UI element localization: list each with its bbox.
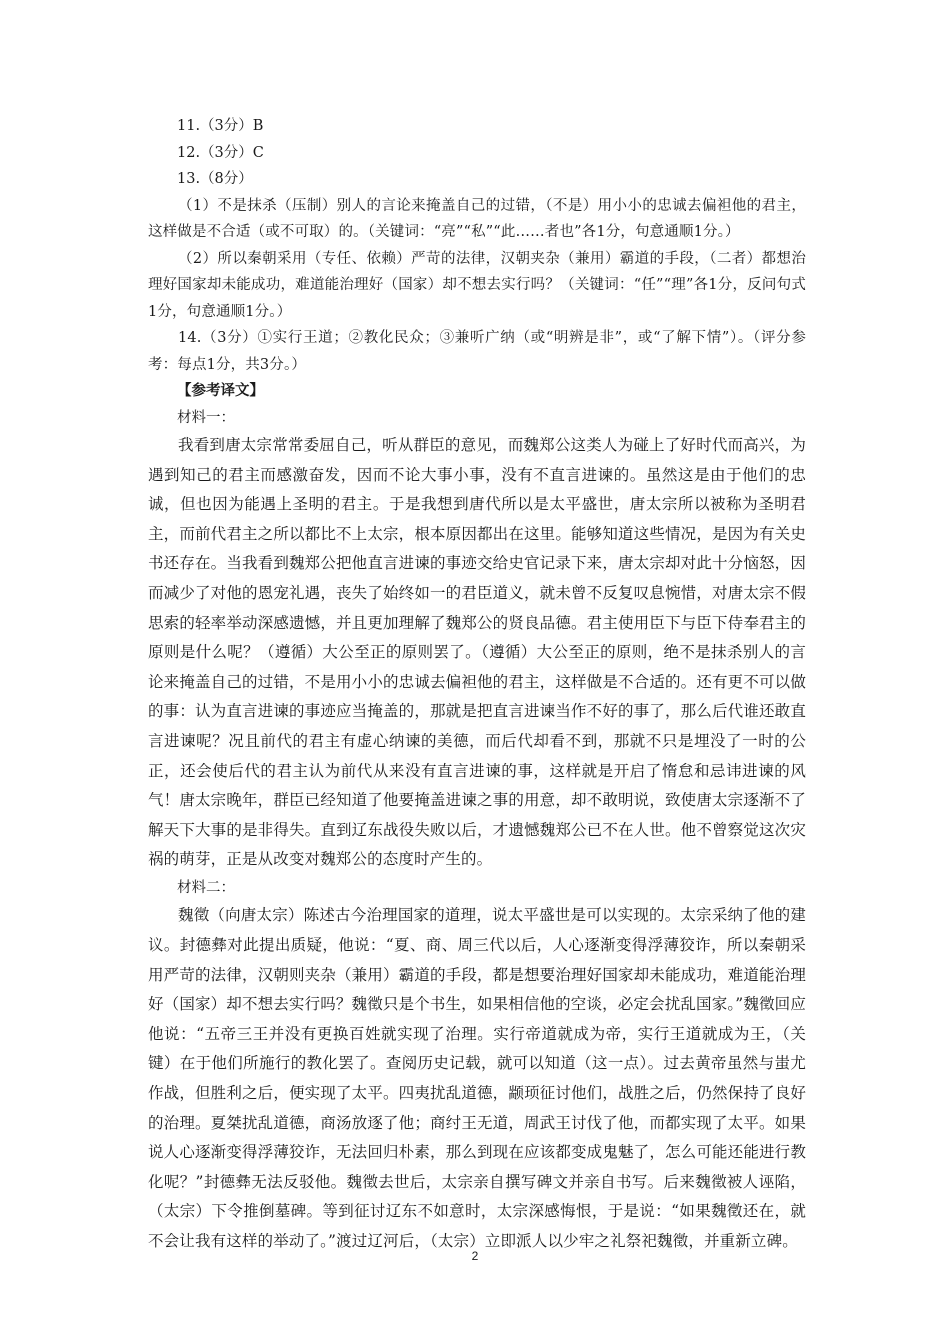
- answer-12: 12.（3分）C: [177, 144, 264, 161]
- material-1-text: 我看到唐太宗常常委屈自己，听从群臣的意见，而魏郑公这类人为碰上了好时代而高兴，为遇到知己的君主而感激奋发，因而不论大事小事，没有不直言进谏的。虽然这是由于他们的忠诚，但也因为能遇上圣明的君主。于是我想到唐代所以是太平盛世，唐太宗所以被称为圣明君主，而前代君主之所以都比不上太宗，根本原因都出在这里。能够知道这些情况，是因为有关史书还存在。当我看到魏郑公把他直言进谏的事迹交给史官记录下来，唐太宗却对此十分恼怒，因而减少了对他的恩宠礼遇，丧失了始终如一的君臣道义，就未曾不反复叹息惋惜，对唐太宗不假思索的轻率举动深感遗憾，并且更加理解了魏郑公的贤良品德。君主使用臣下与臣下侍奉君主的原则是什么呢？（遵循）大公至正的原则罢了。（遵循）大公至正的原则，绝不是抹杀别人的言论来掩盖自己的过错，不是用小小的忠诚去偏袒他的君主，这样做是不合适的。还有更不可以做的事：认为直言进谏的事迹应当掩盖的，那就是把直言进谏当作不好的事了，那么后代谁还敢直言进谏呢？况且前代的君主有虚心纳谏的美德，而后代却看不到，那就不只是埋没了一时的公正，还会使后代的君主认为前代从来没有直言进谏的事，这样就是开启了惰怠和忌讳进谏的风气！唐太宗晚年，群臣已经知道了他要掩盖进谏之事的用意，却不敢明说，致使唐太宗逐渐不了解天下大事的是非得失。直到辽东战役失败以后，才遗憾魏郑公已不在人世。他不曾察觉这次灾祸的萌芽，正是从改变对魏郑公的态度时产生的。: [148, 436, 806, 869]
- answer-14: 14.（3分）①实行王道；②教化民众；③兼听广纳（或“明辨是非”，或“了解下情”）。（评分参考：每点1分，共3分。）: [148, 330, 806, 373]
- answer-13-heading: 13.（8分）: [177, 171, 253, 187]
- answer-11: 11.（3分）B: [177, 118, 264, 134]
- material-1-label: 材料一：: [177, 409, 235, 426]
- page-number: 2: [471, 1249, 479, 1263]
- answer-13-part-1: （1）不是抹杀（压制）别人的言论来掩盖自己的过错，（不是）用小小的忠诚去偏袒他的君主，这样做是不合适（或不可取）的。（关键词：“亮”“私”“此……者也”各1分，句意通顺1分。）: [148, 197, 806, 240]
- material-2-label: 材料二：: [177, 879, 235, 896]
- material-2-text: 魏徵（向唐太宗）陈述古今治理国家的道理，说太平盛世是可以实现的。太宗采纳了他的建议。封德彝对此提出质疑，他说：“夏、商、周三代以后，人心逐渐变得浮薄狡诈，所以秦朝采用严苛的法律，汉朝则夹杂（兼用）霸道的手段，都是想要治理好国家却未能成功，难道能治理好（国家）却不想去实行吗？魏徵只是个书生，如果相信他的空谈，必定会扰乱国家。”魏徵回应他说：“五帝三王并没有更换百姓就实现了治理。实行帝道就成为帝，实行王道就成为王，（关键）在于他们所施行的教化罢了。查阅历史记载，就可以知道（这一点）。过去黄帝虽然与蚩尤作战，但胜利之后，便实现了太平。四夷扰乱道德，颛顼征讨他们，战胜之后，仍然保持了良好的治理。夏桀扰乱道德，商汤放逐了他；商纣王无道，周武王讨伐了他，而都实现了太平。如果说人心逐渐变得浮薄狡诈，无法回归朴素，那么到现在应该都变成鬼魅了，怎么可能还能进行教化呢？”封德彝无法反驳他。魏徵去世后，太宗亲自撰写碑文并亲自书写。后来魏徵被人诬陷，（太宗）下令推倒墓碑。等到征讨辽东不如意时，太宗深感悔恨，于是说：“如果魏徵还在，就不会让我有这样的举动了。”渡过辽河后，（太宗）立即派人以少牢之礼祭祀魏徵，并重新立碑。: [148, 906, 806, 1250]
- answer-13-part-2: （2）所以秦朝采用（专任、依赖）严苛的法律，汉朝夹杂（兼用）霸道的手段，（二者）都想治理好国家却未能成功，难道能治理好（国家）却不想去实行吗？（关键词：“任”“理”各1分，反问句式1分，句意通顺1分。）: [148, 250, 806, 320]
- page-content: [148, 113, 806, 1257]
- translation-heading: 【参考译文】: [177, 382, 264, 399]
